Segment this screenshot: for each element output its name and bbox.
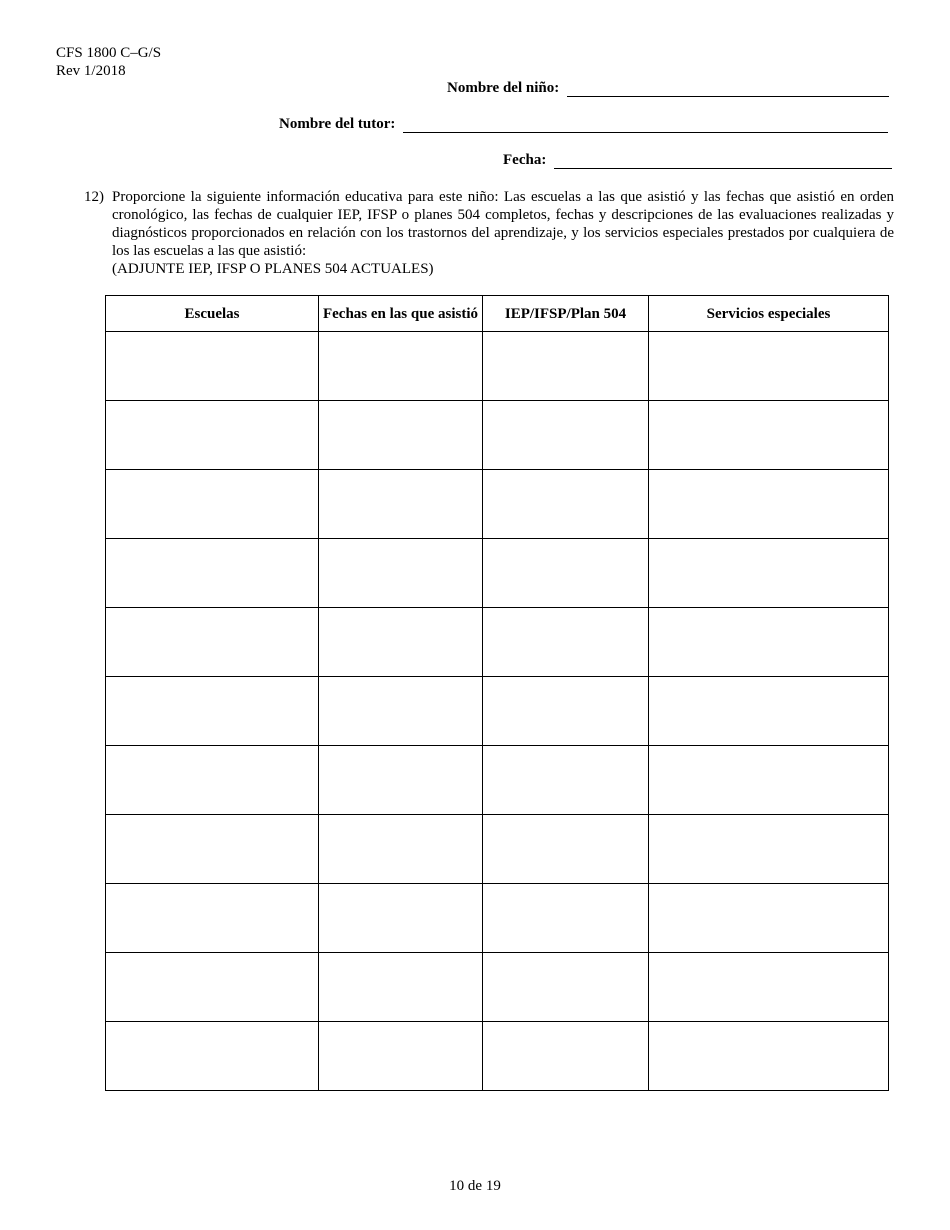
cell-special-services[interactable] — [649, 332, 889, 401]
cell-school[interactable] — [106, 608, 319, 677]
education-table — [105, 295, 889, 1091]
tutor-name-field[interactable] — [403, 116, 888, 133]
table-row — [106, 1022, 889, 1091]
page-number: 10 de 19 — [449, 1178, 501, 1194]
cell-special-services[interactable] — [649, 401, 889, 470]
cell-special-services[interactable] — [649, 677, 889, 746]
cell-special-services[interactable] — [649, 746, 889, 815]
cell-attendance-dates[interactable] — [319, 539, 483, 608]
cell-iep-ifsp-plan[interactable] — [483, 608, 649, 677]
header-special-services: Servicios especiales — [649, 296, 889, 332]
table-row — [106, 608, 889, 677]
cell-attendance-dates[interactable] — [319, 953, 483, 1022]
cell-iep-ifsp-plan[interactable] — [483, 539, 649, 608]
cell-attendance-dates[interactable] — [319, 332, 483, 401]
cell-iep-ifsp-plan[interactable] — [483, 1022, 649, 1091]
cell-iep-ifsp-plan[interactable] — [483, 401, 649, 470]
cell-special-services[interactable] — [649, 1022, 889, 1091]
table-row — [106, 746, 889, 815]
cell-school[interactable] — [106, 746, 319, 815]
table-row — [106, 953, 889, 1022]
cell-special-services[interactable] — [649, 470, 889, 539]
cell-special-services[interactable] — [649, 608, 889, 677]
question-number: 12) — [84, 189, 104, 205]
cell-special-services[interactable] — [649, 884, 889, 953]
table-row — [106, 401, 889, 470]
child-name-row — [447, 80, 889, 97]
header-iep-ifsp-plan: IEP/IFSP/Plan 504 — [483, 296, 649, 332]
cell-iep-ifsp-plan[interactable] — [483, 332, 649, 401]
cell-attendance-dates[interactable] — [319, 1022, 483, 1091]
table-row — [106, 677, 889, 746]
cell-special-services[interactable] — [649, 539, 889, 608]
form-identifier — [56, 44, 161, 80]
cell-school[interactable] — [106, 470, 319, 539]
form-revision: Rev 1/2018 — [56, 63, 126, 79]
cell-school[interactable] — [106, 815, 319, 884]
cell-attendance-dates[interactable] — [319, 401, 483, 470]
date-label: Fecha: — [503, 152, 547, 168]
tutor-name-row — [279, 116, 888, 133]
cell-school[interactable] — [106, 1022, 319, 1091]
cell-iep-ifsp-plan[interactable] — [483, 815, 649, 884]
form-code: CFS 1800 C–G/S — [56, 45, 162, 61]
cell-school[interactable] — [106, 332, 319, 401]
table-row — [106, 332, 889, 401]
cell-iep-ifsp-plan[interactable] — [483, 953, 649, 1022]
table-row — [106, 539, 889, 608]
cell-school[interactable] — [106, 677, 319, 746]
tutor-name-label: Nombre del tutor: — [279, 116, 396, 132]
question-text: Proporcione la siguiente información educativa para este niño: Las escuelas a las que asistió y las fechas que asistió en orden cronológico, las fechas de cualquier IEP, IFSP o planes 504 completos, fechas y descripciones de las evaluaciones realizadas y diagnósticos proporcionados en relación con los trastornos del aprendizaje, y los servicios especiales prestados por cualquiera de los las escuelas a las que asistió: — [112, 189, 894, 259]
cell-special-services[interactable] — [649, 815, 889, 884]
cell-attendance-dates[interactable] — [319, 884, 483, 953]
question-note: (ADJUNTE IEP, IFSP O PLANES 504 ACTUALES) — [112, 261, 434, 277]
table-row — [106, 470, 889, 539]
cell-attendance-dates[interactable] — [319, 470, 483, 539]
cell-iep-ifsp-plan[interactable] — [483, 884, 649, 953]
header-schools: Escuelas — [106, 296, 319, 332]
table-row — [106, 815, 889, 884]
child-name-field[interactable] — [567, 80, 889, 97]
table-header-row — [106, 296, 889, 332]
cell-attendance-dates[interactable] — [319, 815, 483, 884]
date-row — [503, 152, 892, 169]
cell-school[interactable] — [106, 539, 319, 608]
cell-iep-ifsp-plan[interactable] — [483, 746, 649, 815]
cell-school[interactable] — [106, 401, 319, 470]
table-row — [106, 884, 889, 953]
cell-iep-ifsp-plan[interactable] — [483, 677, 649, 746]
cell-attendance-dates[interactable] — [319, 677, 483, 746]
header-attendance-dates: Fechas en las que asistió — [319, 296, 483, 332]
cell-attendance-dates[interactable] — [319, 746, 483, 815]
date-field[interactable] — [554, 152, 892, 169]
child-name-label: Nombre del niño: — [447, 80, 560, 96]
cell-attendance-dates[interactable] — [319, 608, 483, 677]
question-12 — [84, 188, 894, 278]
cell-school[interactable] — [106, 884, 319, 953]
cell-special-services[interactable] — [649, 953, 889, 1022]
cell-school[interactable] — [106, 953, 319, 1022]
cell-iep-ifsp-plan[interactable] — [483, 470, 649, 539]
